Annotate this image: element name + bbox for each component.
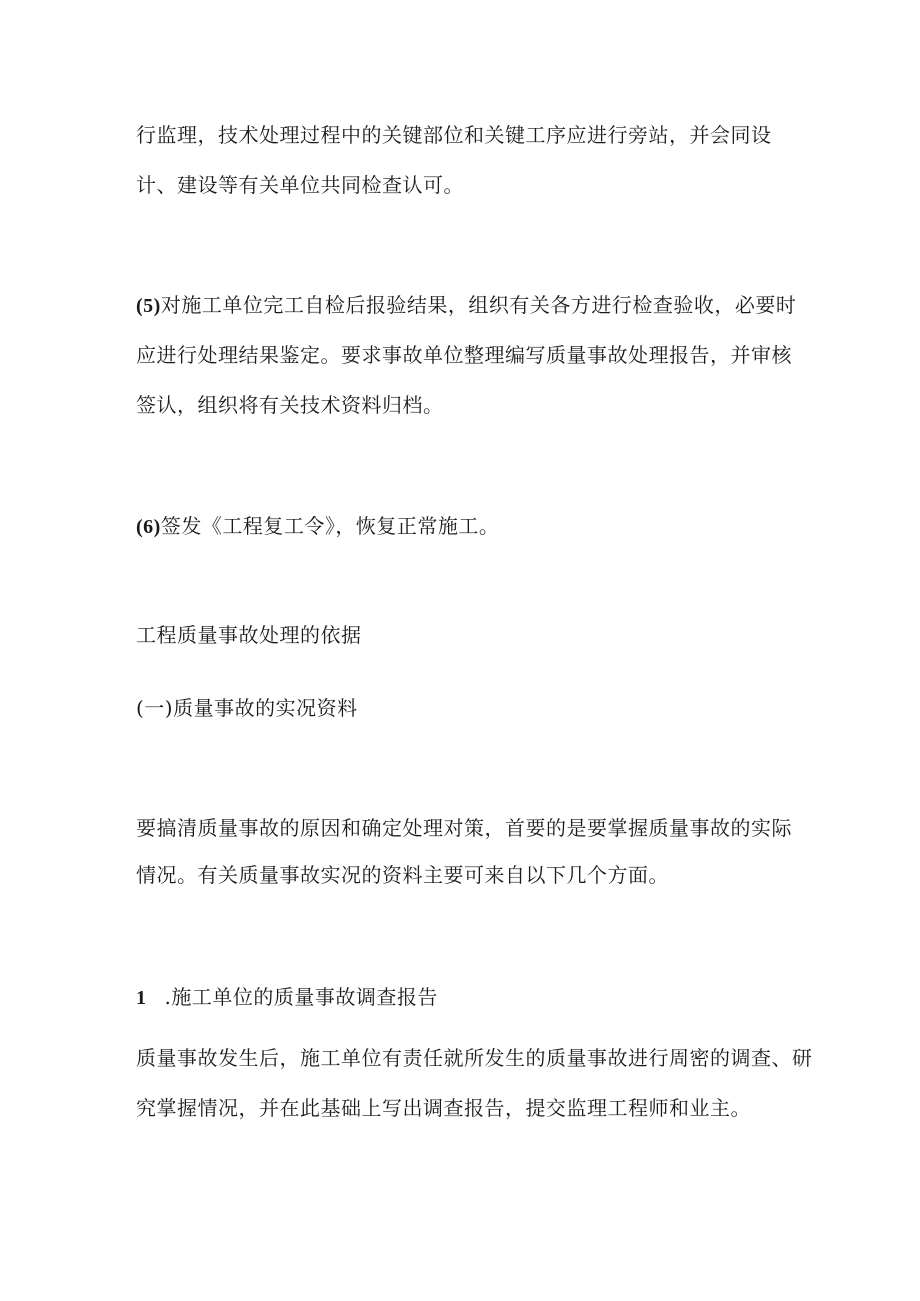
paragraph-text: 签发《工程复工令》，恢复正常施工。 bbox=[160, 514, 500, 538]
paragraph-line: 要搞清质量事故的原因和确定处理对策，首要的是要掌握质量事故的实际 bbox=[136, 816, 792, 840]
list-item-heading bbox=[136, 984, 438, 1011]
paragraph-line: 签认，组织将有关技术资料归档。 bbox=[136, 393, 444, 417]
paragraph-line bbox=[136, 513, 499, 540]
list-item-text: .施工单位的质量事故调查报告 bbox=[164, 985, 438, 1009]
paragraph-line: 究掌握情况，并在此基础上写出调查报告，提交监理工程师和业主。 bbox=[136, 1096, 751, 1120]
step-number: (6) bbox=[136, 516, 161, 538]
paragraph-line: 计、建设等有关单位共同检查认可。 bbox=[136, 173, 464, 197]
step-number: (5) bbox=[136, 295, 161, 317]
paragraph-line: 情况。有关质量事故实况的资料主要可来自以下几个方面。 bbox=[136, 863, 669, 887]
subsection-heading: (一)质量事故的实况资料 bbox=[136, 696, 358, 720]
paragraph-line: 行监理，技术处理过程中的关键部位和关键工序应进行旁站，并会同设 bbox=[136, 123, 772, 147]
paragraph-line: 应进行处理结果鉴定。要求事故单位整理编写质量事故处理报告，并审核 bbox=[136, 343, 792, 367]
list-number: 1 bbox=[136, 987, 147, 1009]
paragraph-line bbox=[136, 292, 796, 319]
paragraph-line: 质量事故发生后，施工单位有责任就所发生的质量事故进行周密的调查、研 bbox=[136, 1046, 813, 1070]
paragraph-text: 对施工单位完工自检后报验结果，组织有关各方进行检查验收，必要时 bbox=[160, 293, 797, 317]
section-heading: 工程质量事故处理的依据 bbox=[136, 623, 362, 647]
